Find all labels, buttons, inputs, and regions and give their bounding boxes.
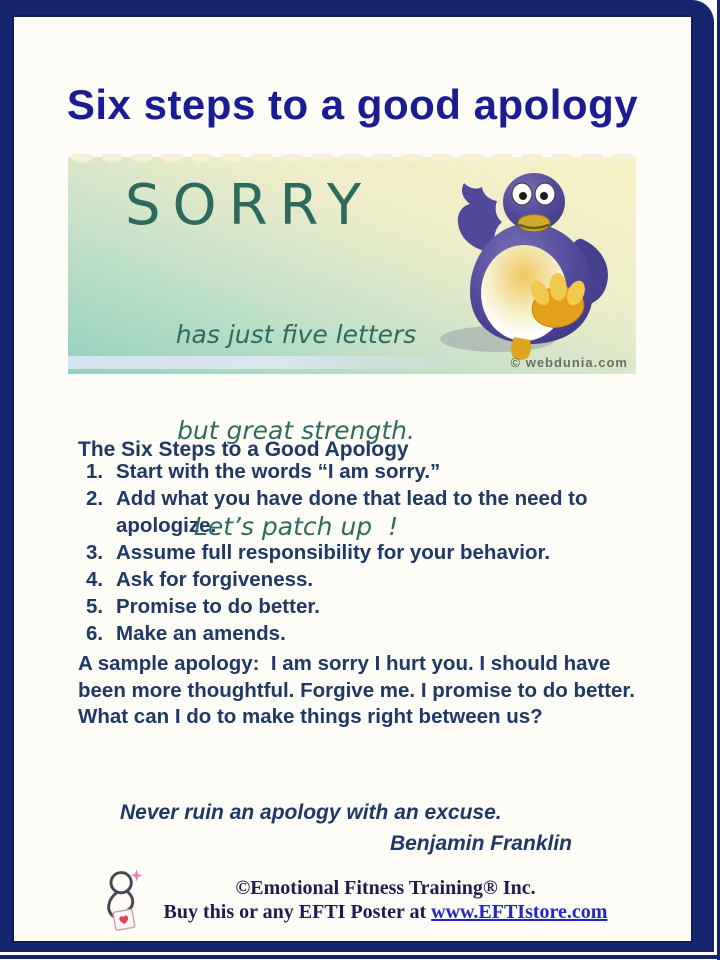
poster-title: Six steps to a good apology: [66, 81, 639, 129]
step-text: Start with the words “I am sorry.”: [116, 460, 441, 483]
step-text: Make an amends.: [116, 622, 286, 645]
step-text: Add what you have done that lead to the need to apologize.: [116, 487, 588, 537]
step-number: 4.: [86, 568, 104, 591]
quote-author: Benjamin Franklin: [389, 832, 572, 855]
step-text: Ask for forgiveness.: [116, 568, 314, 591]
frame-outer-bottom-line: [0, 955, 720, 959]
step-text: Promise to do better.: [116, 595, 320, 618]
sorry-line: Let’s patch up !: [193, 512, 399, 541]
step-number: 2.: [86, 487, 104, 510]
step-number: 6.: [86, 622, 104, 645]
buy-text: Buy this or any EFTI Poster at: [163, 901, 432, 923]
step-number: 1.: [86, 460, 104, 483]
efti-store-link[interactable]: www.EFTIstore.com: [431, 901, 608, 923]
sorry-line: has just five letters: [175, 320, 417, 349]
step-number: 5.: [86, 595, 104, 618]
step-number: 3.: [86, 541, 104, 564]
sorry-word: SORRY: [124, 173, 374, 238]
step-text: Assume full responsibility for your behavior.: [116, 541, 551, 564]
penguin-image: [420, 165, 616, 367]
copyright-line: ©Emotional Fitness Training® Inc.: [235, 877, 536, 899]
webdunia-watermark: © webdunia.com: [510, 355, 628, 370]
quote-text: Never ruin an apology with an excuse.: [120, 801, 502, 824]
sorry-line: but great strength.: [177, 416, 415, 445]
steps-heading: The Six Steps to a Good Apology: [78, 438, 409, 462]
sample-apology-paragraph: A sample apology: I am sorry I hurt you. I should have been more thoughtful. Forgive me. I promise to do better. What can I do to make things right between us?: [78, 652, 641, 728]
